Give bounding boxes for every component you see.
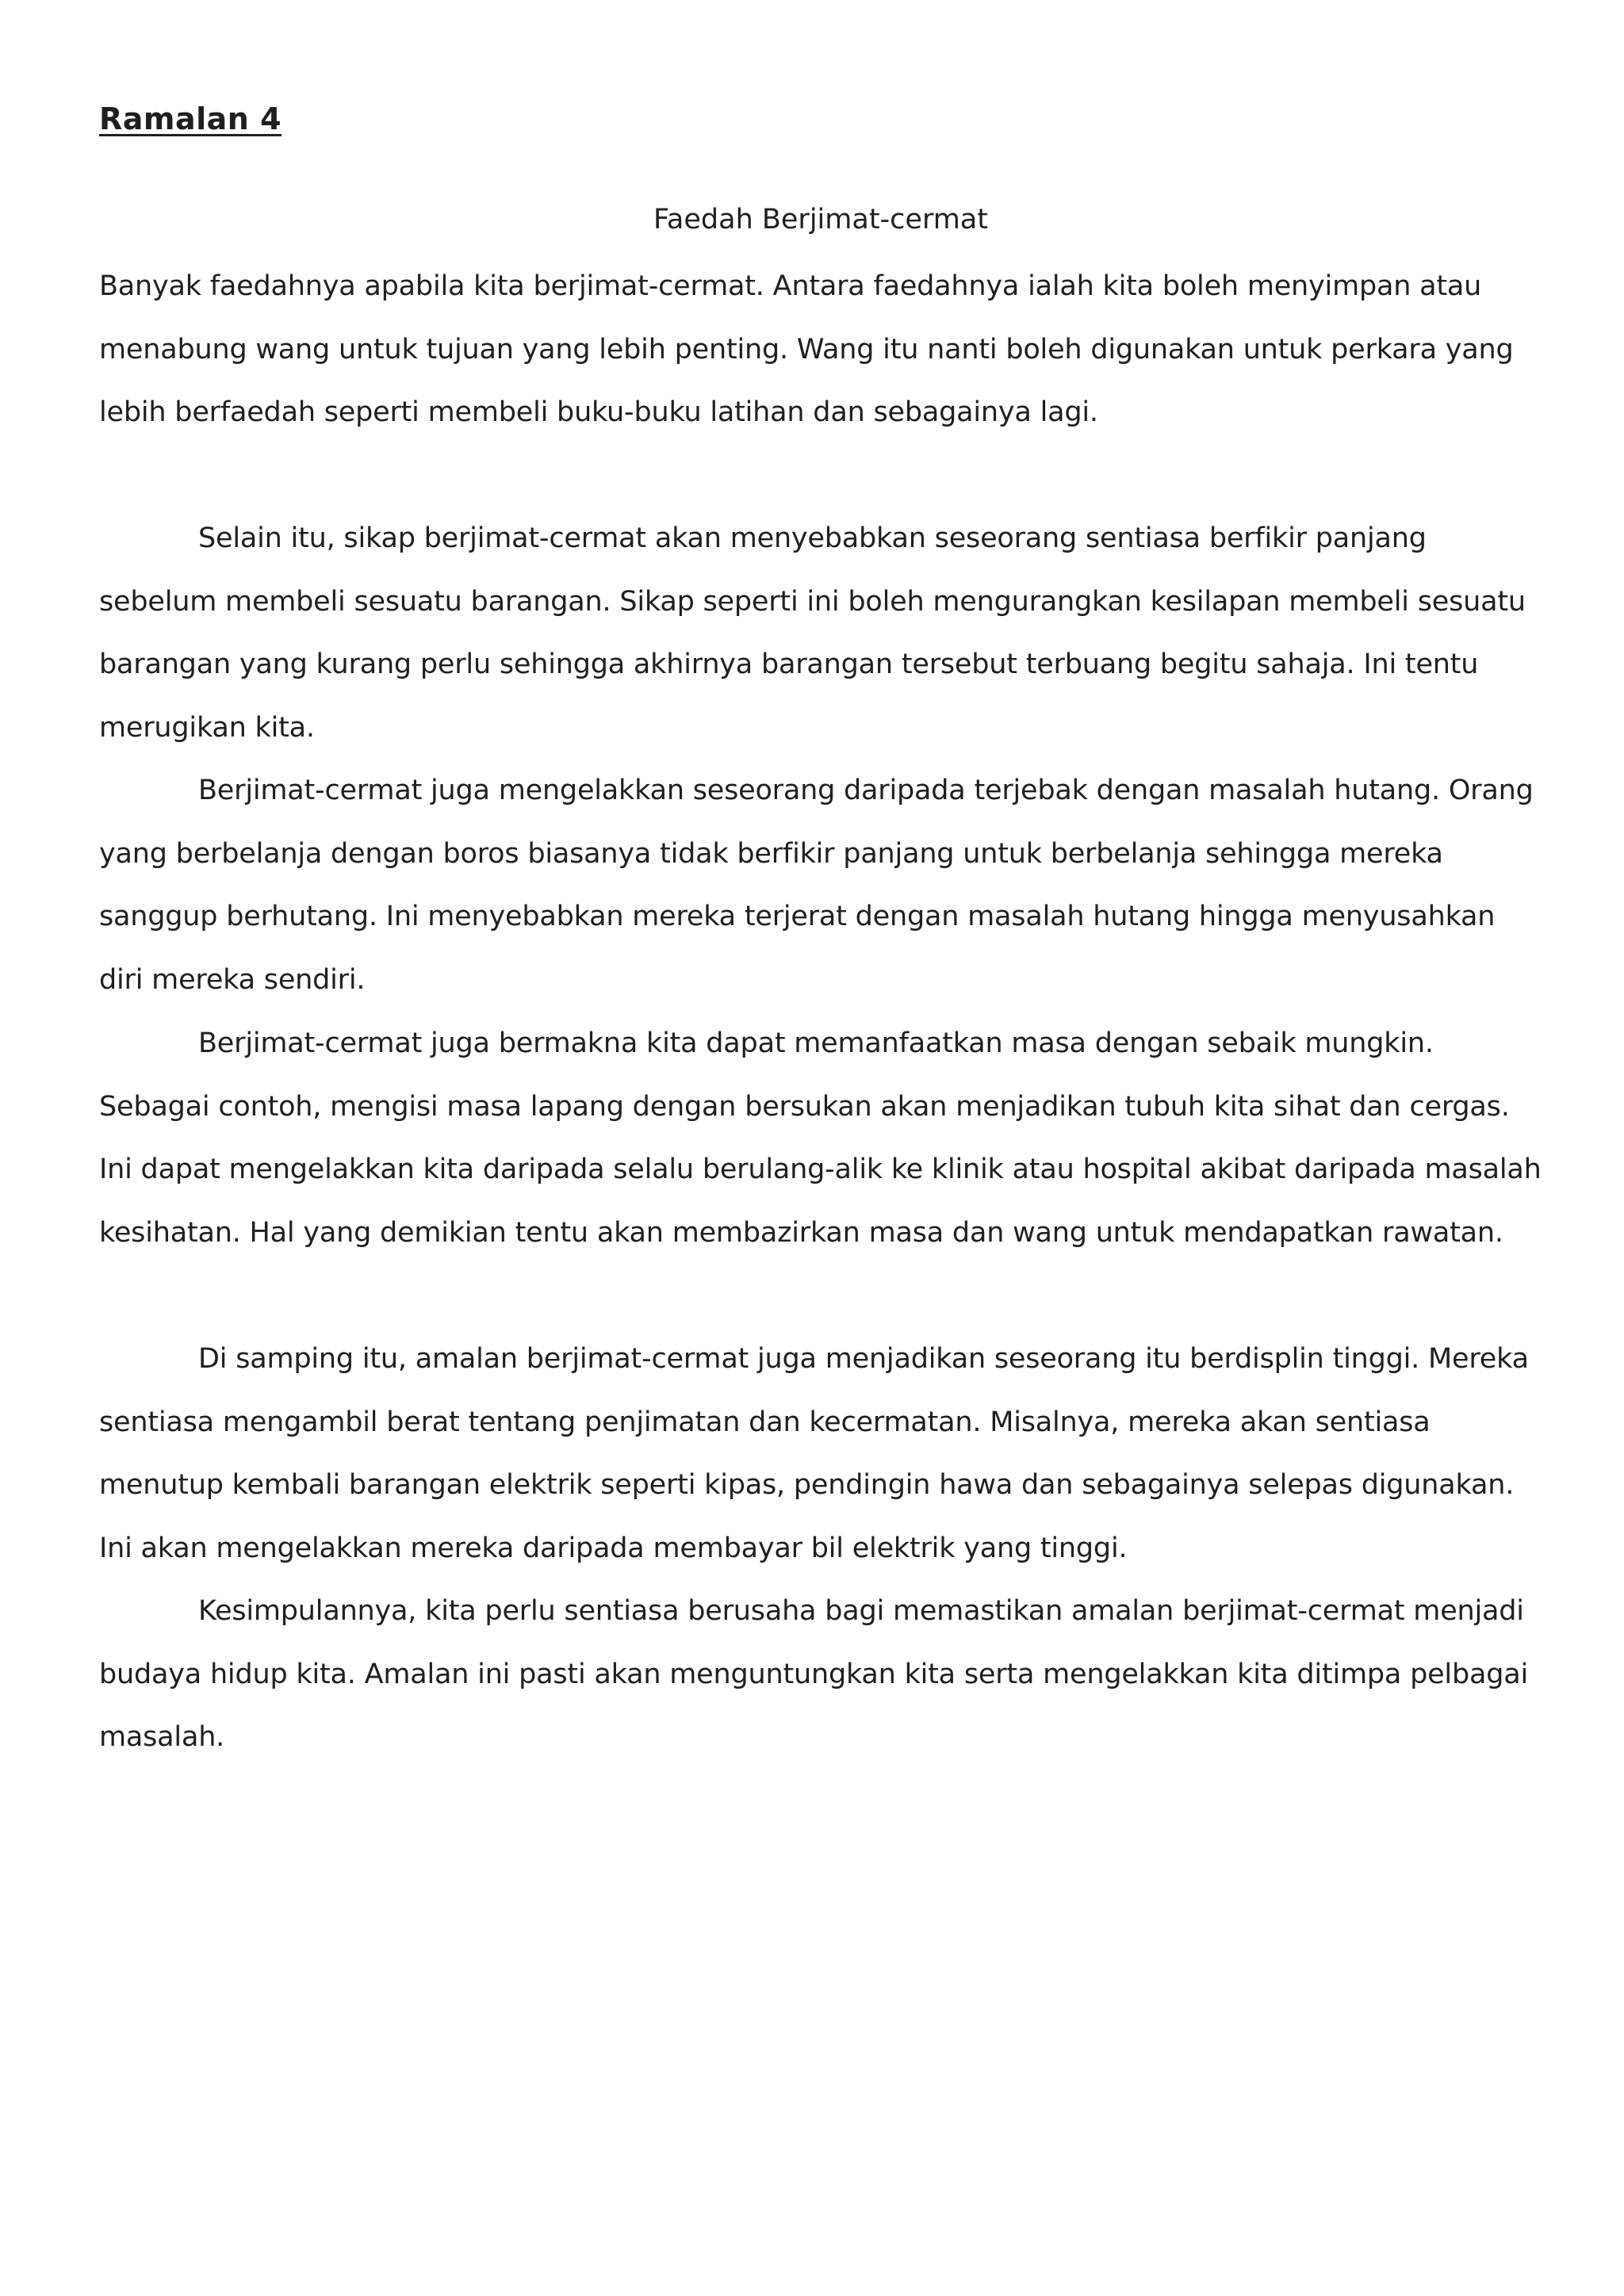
paragraph-4: Berjimat-cermat juga bermakna kita dapat memanfaatkan masa dengan sebaik mungkin. Sebagai contoh, mengisi masa lapang dengan bersukan akan menjadikan tubuh kita sihat dan cergas. Ini dapat mengelakkan kita daripada selalu berulang-alik ke klinik atau hospital akibat daripada masalah kesihatan. Hal yang demikian tentu akan membazirkan masa dan wang untuk mendapatkan rawatan. xyxy=(99,1027,1542,1249)
paragraph-1: Banyak faedahnya apabila kita berjimat-cermat. Antara faedahnya ialah kita boleh menyimpan atau menabung wang untuk tujuan yang lebih penting. Wang itu nanti boleh digunakan untuk perkara yang lebih berfaedah seperti membeli buku-buku latihan dan sebagainya lagi. xyxy=(99,270,1514,428)
essay-title: Faedah Berjimat-cermat xyxy=(653,204,988,235)
paragraph-3: Berjimat-cermat juga mengelakkan seseorang daripada terjebak dengan masalah hutang. Orang yang berbelanja dengan boros biasanya tidak berfikir panjang untuk berbelanja sehingga mereka sanggup berhutang. Ini menyebabkan mereka terjerat dengan masalah hutang hingga menyusahkan diri mereka sendiri. xyxy=(99,775,1534,996)
paragraph-6: Kesimpulannya, kita perlu sentiasa berusaha bagi memastikan amalan berjimat-cermat menjadi budaya hidup kita. Amalan ini pasti akan menguntungkan kita serta mengelakkan kita ditimpa pelbagai masalah. xyxy=(99,1595,1529,1753)
paragraph-5: Di samping itu, amalan berjimat-cermat juga menjadikan seseorang itu berdisplin tinggi. Mereka sentiasa mengambil berat tentang penjimatan dan kecermatan. Misalnya, mereka akan sentiasa menutup kembali barangan elektrik seperti kipas, pendingin hawa dan sebagainya selepas digunakan. Ini akan mengelakkan mereka daripada membayar bil elektrik yang tinggi. xyxy=(99,1343,1529,1564)
paragraph-2: Selain itu, sikap berjimat-cermat akan menyebabkan seseorang sentiasa berfikir panjang sebelum membeli sesuatu barangan. Sikap seperti ini boleh mengurangkan kesilapan membeli sesuatu barangan yang kurang perlu sehingga akhirnya barangan tersebut terbuang begitu sahaja. Ini tentu merugikan kita. xyxy=(99,522,1526,744)
document-heading: Ramalan 4 xyxy=(99,101,282,136)
